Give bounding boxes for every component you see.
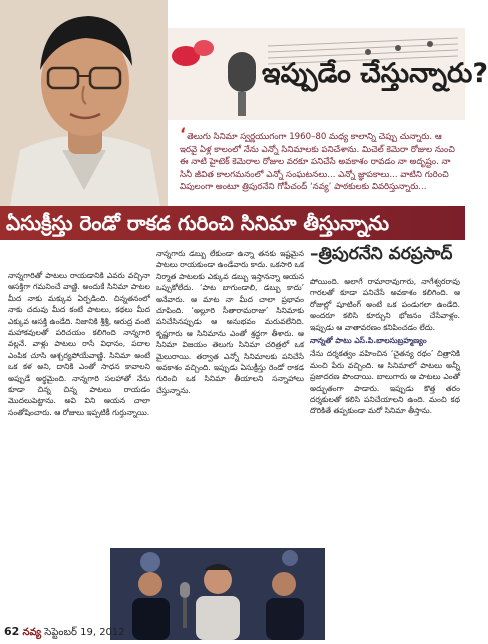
column-3-paragraph-2: నేను దర్శకత్వం వహించిన ‘చైతన్య రథం’ చిత్రానికి మంచి పేరు వచ్చింది. ఆ సినిమాలో పాటలు అన్నీ ప్రజాదరణ పొందాయి. బాలుగారు ఆ పాటలు ఎంతో అద్భుతంగా పాడారు. ఇప్పుడు కొత్త తరం దర్శకులతో కలిసి పనిచేయాలని ఉంది. మంచి కథ దొరికితే తప్పకుండా మరో సినిమా తీస్తాను. — [310, 349, 460, 416]
issue-date: సెప్టెంబర్ 19, 2012 — [44, 627, 125, 638]
column-3-subhead: నాన్నతో పాటు ఎస్.పి.బాలసుబ్రహ్మణ్యం — [310, 336, 427, 346]
page-footer — [4, 625, 125, 640]
article-headline: ఏసుక్రీస్తు రెండో రాకడ గురించి సినిమా తీస్తున్నాను — [6, 211, 390, 235]
article-column-3 — [310, 276, 460, 611]
page-number: 62 — [4, 625, 20, 638]
portrait-illustration — [0, 0, 168, 206]
hero-title: ఇప్పుడేం చేస్తున్నారు? — [262, 58, 488, 89]
intro-text: తెలుగు సినిమా స్వర్ణయుగంగా 1960–80 మధ్య కాలాన్ని చెప్పు చున్నారు. ఆ ఇరవై ఏళ్ల కాలంలో నేను ఎన్నో సినిమాలకు పనిచేశాను. మిచెల్ కెమెరా రోజుల నుంచి ఈ నాటి హైటెక్ కెమెరాల రోజుల వరకూ పనిచేసే అవకాశం రావడం నా అదృష్టం. నా సినీ జీవిత కాలగమనంలో ఎన్నో సంఘటనలు... ఎన్నో జ్ఞాపకాలు... వాటిని గురించి విపులంగా అంటూ త్రిపురనేని గోపీచంద్ ‘నవ్య’ పాఠకులకు వివరిస్తున్నారు... — [180, 132, 455, 193]
article-column-1: నాన్నగారితో పాటలు రాయడానికి ఎవరు వచ్చినా ఆసక్తిగా గమనించే వాణ్ణి. అందుకే సినిమా పాటల మీద నాకు మక్కువ ఏర్పడింది. చిన్నతనంలో నాకు చదువు మీద కంటే పాటలు, కథలు మీద ఎక్కువ ఆసక్తి ఉండేది. నిజానికి శ్రీశ్రీ, ఆరుద్ర వంటి మహాకవులతో పరిచయం కలిగింది నాన్నగారి వల్లనే. వాళ్లు పాటలు రాసే విధానం, పదాల ఎంపిక చూసి ఆశ్చర్యపోయేవాణ్ణి. సినిమా అంటే ఒక కళ అని, దానికి ఎంతో సాధన కావాలని అప్పుడే అర్థమైంది. నాన్నగారి సలహాతో నేను కూడా చిన్న చిన్న పాటలు రాయడం మొదలుపెట్టాను. అవి విని ఆయన చాలా సంతోషించారు. ఆ రోజులు ఇప్పటికీ గుర్తున్నాయి. — [8, 271, 150, 417]
intro-paragraph — [180, 124, 460, 194]
recording-studio-photo — [110, 548, 325, 640]
author-byline: –త్రిపురనేని వరప్రసాద్ — [310, 244, 453, 264]
article-column-2: నాన్నగారు డబ్బు లేకుండా ఉన్నా తనకు ఇష్టమైన పాటలు రాయకుండా ఉండేవారు కాదు. ఒకసారి ఒక నిర్మాత పాటలకు ఎక్కువ డబ్బు ఇస్తానన్నా ఆయన ఒప్పుకోలేదు. ‘పాట బాగుండాలి, డబ్బు కాదు’ అనేవారు. ఆ మాట నా మీద చాలా ప్రభావం చూపింది. ‘అల్లూరి సీతారామరాజు’ సినిమాకు పనిచేసినప్పుడు ఆ అనుభవం మరువలేనిది. కృష్ణగారు ఆ సినిమాను ఎంతో శ్రద్ధగా తీశారు. ఆ సినిమా విజయం తెలుగు సినిమా చరిత్రలో ఒక మైలురాయి. తర్వాత ఎన్నో సినిమాలకు పనిచేసే అవకాశం వచ్చింది. ఇప్పుడు ఏసుక్రీస్తు రెండో రాకడ గురించి ఒక సినిమా తీయాలని సన్నాహాలు చేస్తున్నాను. — [156, 249, 304, 395]
magazine-name: నవ్య — [22, 627, 42, 638]
author-portrait-photo — [0, 0, 168, 206]
singers-illustration — [110, 548, 325, 640]
open-quote-icon: ‘ — [180, 124, 187, 143]
column-3-paragraph: పోయింది. అలాగే రామారావుగారు, నాగేశ్వరరావు గారలతో కూడా పనిచేసే అవకాశం కలిగింది. ఆ రోజుల్లో షూటింగ్ అంటే ఒక పండుగలా ఉండేది. అందరూ కలిసి కూర్చుని భోజనం చేసేవాళ్లం. ఇప్పుడు ఆ వాతావరణం కనిపించడం లేదు. — [310, 277, 460, 332]
